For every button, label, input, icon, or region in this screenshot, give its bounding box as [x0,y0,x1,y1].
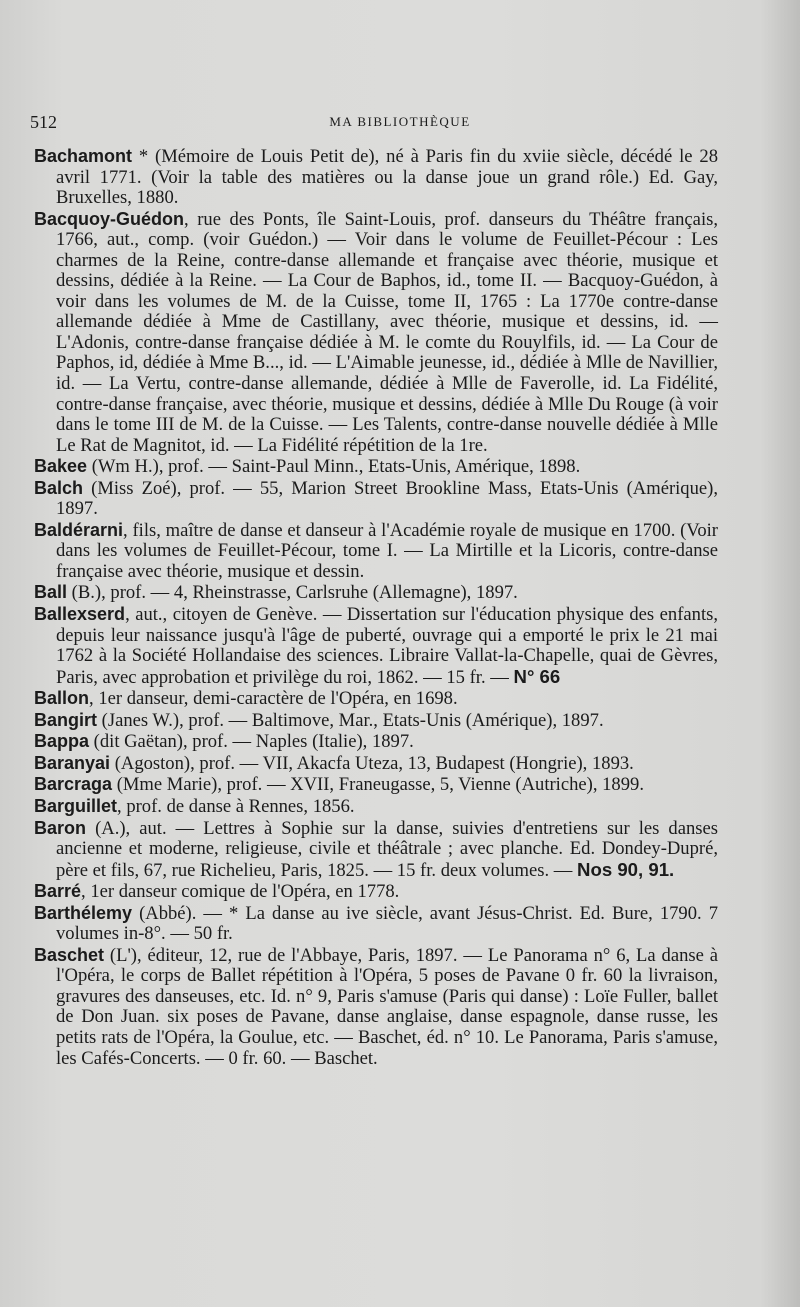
entry-head: Bacquoy-Guédon [34,208,185,229]
entry-barthelemy [34,903,718,945]
entry-text: (dit Gaëtan), prof. — Naples (Italie), 1897. [89,731,414,753]
entry-head: Barthélemy [34,902,133,923]
entry-bakee [34,456,718,478]
entry-head: Bappa [34,731,90,752]
entry-head: Barcraga [34,774,113,795]
running-title: MA BIBLIOTHÈQUE [329,114,471,129]
entry-head: Barguillet [34,795,118,816]
entry-head: Barré [34,881,82,902]
entry-text: , 1er danseur comique de l'Opéra, en 1778. [81,881,400,903]
entry-bappa [34,731,718,753]
entry-balderarni [34,520,718,583]
entry-head: Baschet [34,944,105,965]
entry-barcraga [34,774,718,796]
entry-barre [34,881,718,903]
entry-head: Baranyai [34,752,111,773]
entry-head: Baron [34,817,87,838]
entry-text: (Wm H.), prof. — Saint-Paul Minn., Etats-Unis, Amérique, 1898. [87,456,581,478]
entry-text: , aut., citoyen de Genève. — Dissertation sur l'éducation physique des enfants, depuis leur naissance jusqu'à l'âge de puberté, ouvrage qui a emporté le prix le 21 mai 1762 à la Société Hollandaise des sciences. Libraire Vallat-la-Chapelle, quai de Gèvres, Paris, avec approbation et privilège du roi, 1862. — 15 fr. — [56,604,718,688]
catalog-reference: Nos 90, 91. [577,858,675,880]
entry-head: Bachamont [34,146,133,166]
entry-ball [34,582,718,604]
entry-head: Ballon [34,688,90,709]
entry-text: (L'), éditeur, 12, rue de l'Abbaye, Paris, 1897. — Le Panorama n° 6, La danse à l'Opéra, le corps de Ballet répétition à l'Opéra, 5 poses de Pavane 0 fr. 60 la livraison, gravures des danseuses, etc. Id. n° 9, Paris s'amuse (Paris qui danse) : Loïe Fuller, ballet de Don Juan. six poses de Pavane, danse anglaise, danse espagnole, danse russe, les petits rats de l'Opéra, la Goulue, etc. — Baschet, éd. n° 10. Le Panorama, Paris s'amuse, les Cafés-Concerts. — 0 fr. 60. — Baschet. [56,944,718,1069]
entry-text: * (Mémoire de Louis Petit de), né à Paris fin du xviie siècle, décédé le 28 avril 1771. (Voir la table des matières ou la danse joue un grand rôle.) Ed. Gay, Bruxelles, 1880. [56,146,718,209]
entry-baschet [34,945,718,1069]
entry-text: , rue des Ponts, île Saint-Louis, prof. danseurs du Théâtre français, 1766, aut., comp. (voir Guédon.) — Voir dans le volume de Feuillet-Pécour : Les charmes de la Reine, contre-danse allemande et française avec théorie, musique et dessins, dédiée à la Reine. — La Cour de Baphos, id., tome II. — Bacquoy-Guédon, à voir dans les volumes de M. de la Cuisse, tome II, 1765 : La 1770e contre-danse allemande dédiée à Mme de Castillany, avec théorie, musique et dessins, id. — L'Adonis, contre-danse française dédiée à M. le comte du Rouylfils, id. — La Cour de Paphos, id, dédiée à Mme B..., id. — L'Aimable jeunesse, id., dédiée à Mlle de Navillier, id. — La Vertu, contre-danse allemande, dédiée à Mlle de Faverolle, id. La Fidélité, contre-danse française, avec théorie, musique et dessins, dédiée à Mlle Du Rouge (à voir dans le tome III de M. de la Cuisse. — Les Talents, contre-danse nouvelle dédiée à Mlle Le Rat de Magnitot, id. — La Fidélité répétition de la 1re. [56,208,718,456]
entry-ballon [34,688,718,710]
page-number: 512 [30,112,57,132]
entry-text: , 1er danseur, demi-caractère de l'Opéra, en 1698. [89,688,458,710]
entry-ballexserd [34,604,718,688]
entry-text: (A.), aut. — Lettres à Sophie sur la danse, suivies d'entretiens sur les danses ancienne et moderne, religieuse, civile et théâtrale ; avec planche. Ed. Dondey-Dupré, père et fils, 67, rue Richelieu, Paris, 1825. — 15 fr. deux volumes. — [56,817,718,881]
entry-list [34,146,718,1069]
entry-bangirt [34,710,718,732]
entry-text: (Mme Marie), prof. — XVII, Franeugasse, 5, Vienne (Autriche), 1899. [112,774,644,796]
entry-balch [34,478,718,520]
entry-text: (B.), prof. — 4, Rheinstrasse, Carlsruhe (Allemagne), 1897. [67,582,518,604]
entry-head: Bangirt [34,709,97,730]
entry-text: (Agoston), prof. — VII, Akacfa Uteza, 13, Budapest (Hongrie), 1893. [110,752,634,774]
entry-text: (Abbé). — * La danse au ive siècle, avant Jésus-Christ. Ed. Bure, 1790. 7 volumes in-8°. — 50 fr. [56,902,718,945]
entry-head: Balch [34,477,84,498]
entry-head: Baldérarni [34,519,124,540]
entry-text: (Miss Zoé), prof. — 55, Marion Street Brookline Mass, Etats-Unis (Amérique), 1897. [56,477,718,520]
entry-bacquoy-guedon [34,209,718,457]
catalog-reference: N° 66 [513,665,561,687]
page-header [30,112,770,138]
entry-barguillet [34,796,718,818]
entry-baranyai [34,753,718,775]
entry-head: Ball [34,582,68,603]
entry-text: (Janes W.), prof. — Baltimove, Mar., Etats-Unis (Amérique), 1897. [97,709,604,731]
entry-bachamont [34,146,718,209]
entry-head: Bakee [34,456,88,477]
entry-head: Ballexserd [34,604,126,625]
entry-text: , prof. de danse à Rennes, 1856. [117,795,355,817]
entry-baron [34,818,718,882]
entry-text: , fils, maître de danse et danseur à l'Académie royale de musique en 1700. (Voir dans les volumes de Feuillet-Pécour, tome I. — La Mirtille et la Licoris, contre-danse française avec théorie, musique et dessin. [56,519,718,582]
